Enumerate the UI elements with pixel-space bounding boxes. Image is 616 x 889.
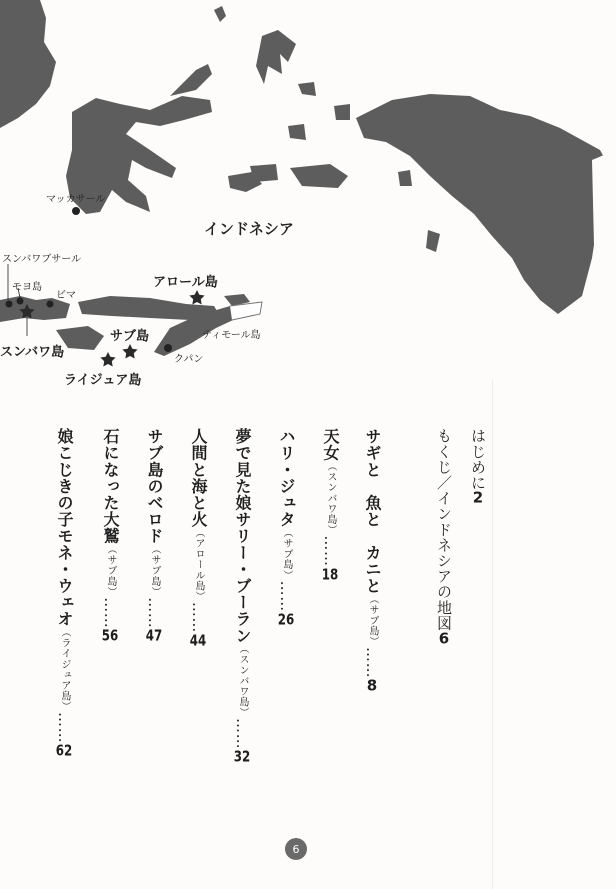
seram-island [290, 164, 348, 188]
toc-page-number: 26 [277, 611, 295, 627]
toc-region: （サブ島） [367, 594, 378, 647]
toc-title: 天女 [321, 428, 340, 462]
toc-title: 人間と海と火 [189, 428, 208, 528]
toc-region: （サブ島） [149, 544, 160, 598]
toc-dots: …… [321, 535, 339, 567]
toc-entry-hajimeni[interactable] [454, 428, 502, 505]
borneo-island [0, 0, 56, 128]
makassar-dot [72, 207, 80, 215]
toc-subtitle: サリー・ブーラン [233, 511, 252, 644]
toc-entry-ishi[interactable] [102, 428, 118, 643]
toc-page-number: 6 [438, 630, 450, 646]
toc-dots: …… [233, 718, 251, 750]
alor-star-icon [189, 290, 204, 305]
sulawesi-peninsula [170, 64, 212, 96]
toc-entry-sagi[interactable] [364, 428, 380, 693]
toc-page-number: 2 [472, 490, 484, 506]
toc-title: サブ島のベロド [145, 428, 164, 545]
kupang-dot [164, 344, 172, 352]
toc-entry-mokuji[interactable] [428, 428, 460, 646]
toc-region: （アロール島） [193, 527, 204, 602]
toc-dots: …… [363, 647, 381, 679]
label-bima: ビマ [56, 290, 76, 301]
toc-region: （サブ島） [105, 544, 116, 598]
label-makassar: マッカサール [46, 194, 106, 205]
label-sumbawa: スンバワ島 [0, 345, 65, 360]
toc-region: （スンバワ島） [325, 461, 336, 536]
toc-title: もくじ／インドネシアの地図 [435, 428, 453, 631]
savu-star-icon [122, 344, 137, 359]
toc-entry-savu[interactable] [146, 428, 162, 643]
toc-dots: …… [55, 712, 73, 744]
toc-dots: …… [101, 597, 119, 629]
toc-title: 石になった大鷲 [101, 428, 120, 545]
toc-title: 夢で見た娘 [233, 428, 252, 511]
label-savu: サブ島 [110, 329, 150, 344]
toc-page-number: 56 [101, 628, 119, 644]
toc-dots: …… [277, 580, 295, 612]
label-raijua: ライジュア島 [64, 373, 142, 388]
toc-region: （スンバワ島） [237, 643, 248, 719]
sumbawa-besar-dot [6, 301, 13, 308]
toc-page-number: 62 [55, 743, 73, 759]
facing-page-edge [592, 150, 616, 330]
toc-dots: …… [189, 601, 207, 634]
label-timor: ティモール島 [202, 330, 261, 341]
raijua-star-icon [100, 352, 115, 367]
label-alor: アロール島 [153, 275, 218, 290]
label-indonesia: インドネシア [204, 220, 294, 238]
toc-page-number: 18 [321, 566, 339, 582]
toc-entry-hari[interactable] [278, 428, 294, 627]
halmahera-island [256, 30, 296, 84]
toc-entry-yume[interactable] [234, 428, 250, 764]
toc-page-number: 44 [189, 633, 207, 649]
toc-entry-tennyo[interactable] [322, 428, 338, 582]
indonesia-map [0, 0, 616, 400]
bima-dot [47, 301, 54, 308]
toc-region: （サブ島） [281, 527, 292, 581]
toc-title: 娘こじきの子 [55, 428, 74, 528]
label-kupang: クパン [174, 354, 204, 365]
new-guinea-island [356, 94, 612, 314]
toc-page-number: 32 [233, 749, 251, 765]
page-number-badge: 6 [285, 838, 307, 860]
toc-title: サギと 魚と カニと [363, 428, 382, 594]
toc-page-number: 47 [145, 628, 163, 644]
toc-subtitle: モネ・ウェオ [55, 527, 74, 628]
toc-title: ハリ・ジュタ [277, 428, 296, 528]
moyo-dot [17, 298, 24, 305]
toc-page-number: 8 [366, 678, 378, 694]
toc-entry-ningen[interactable] [190, 428, 206, 648]
toc-title: はじめに [469, 428, 487, 491]
toc-dots: …… [145, 597, 163, 629]
toc-entry-musume[interactable] [56, 428, 72, 758]
label-sumbawa-besar: スンバワブサール [2, 254, 82, 265]
label-moyo: モヨ島 [12, 282, 42, 293]
toc-region: （ライジュア島） [59, 627, 70, 713]
